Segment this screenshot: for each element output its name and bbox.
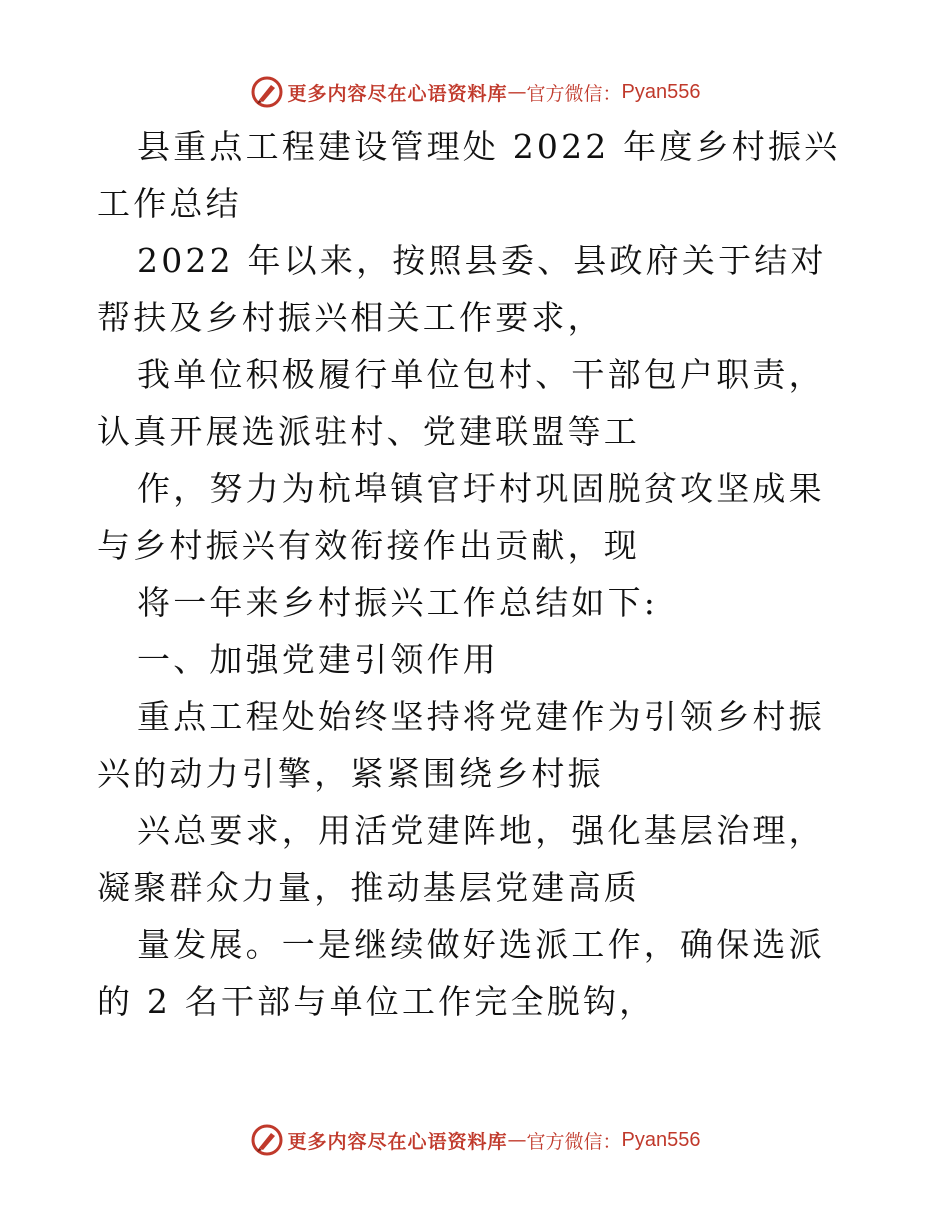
- paragraph: 我单位积极履行单位包村、干部包户职责，认真开展选派驻村、党建联盟等工: [97, 355, 825, 451]
- paragraph: 作，努力为杭埠镇官圩村巩固脱贫攻坚成果与乡村振兴有效衔接作出贡献，现: [97, 469, 825, 565]
- paragraph: 2022 年以来，按照县委、县政府关于结对帮扶及乡村振兴相关工作要求，: [97, 241, 827, 337]
- section-heading: 一、加强党建引领作用: [137, 640, 499, 679]
- banner-separator: —: [507, 81, 527, 103]
- document-title: 县重点工程建设管理处 2022 年度乡村振兴工作总结: [97, 127, 841, 223]
- paragraph: 将一年来乡村振兴工作总结如下:: [137, 583, 659, 622]
- paragraph: 兴总要求，用活党建阵地，强化基层治理，凝聚群众力量，推动基层党建高质: [97, 811, 825, 907]
- document-body: [97, 118, 857, 1030]
- banner-separator: —: [507, 1129, 527, 1151]
- pen-nib-circle-icon: [250, 1123, 284, 1157]
- footer-watermark-banner: [0, 1120, 950, 1160]
- banner-wechat-id: Pyan556: [621, 1128, 701, 1151]
- header-watermark-banner: [0, 72, 950, 112]
- banner-wechat-label: 官方微信：: [526, 82, 622, 105]
- banner-wechat-id: Pyan556: [621, 80, 701, 103]
- banner-main-text: 更多内容尽在心语资料库: [287, 1130, 508, 1153]
- pen-nib-circle-icon: [250, 75, 284, 109]
- paragraph: 量发展。一是继续做好选派工作，确保选派的 2 名干部与单位工作完全脱钩，: [97, 925, 825, 1021]
- banner-wechat-label: 官方微信：: [526, 1130, 622, 1153]
- paragraph: 重点工程处始终坚持将党建作为引领乡村振兴的动力引擎，紧紧围绕乡村振: [97, 697, 825, 793]
- banner-main-text: 更多内容尽在心语资料库: [287, 82, 508, 105]
